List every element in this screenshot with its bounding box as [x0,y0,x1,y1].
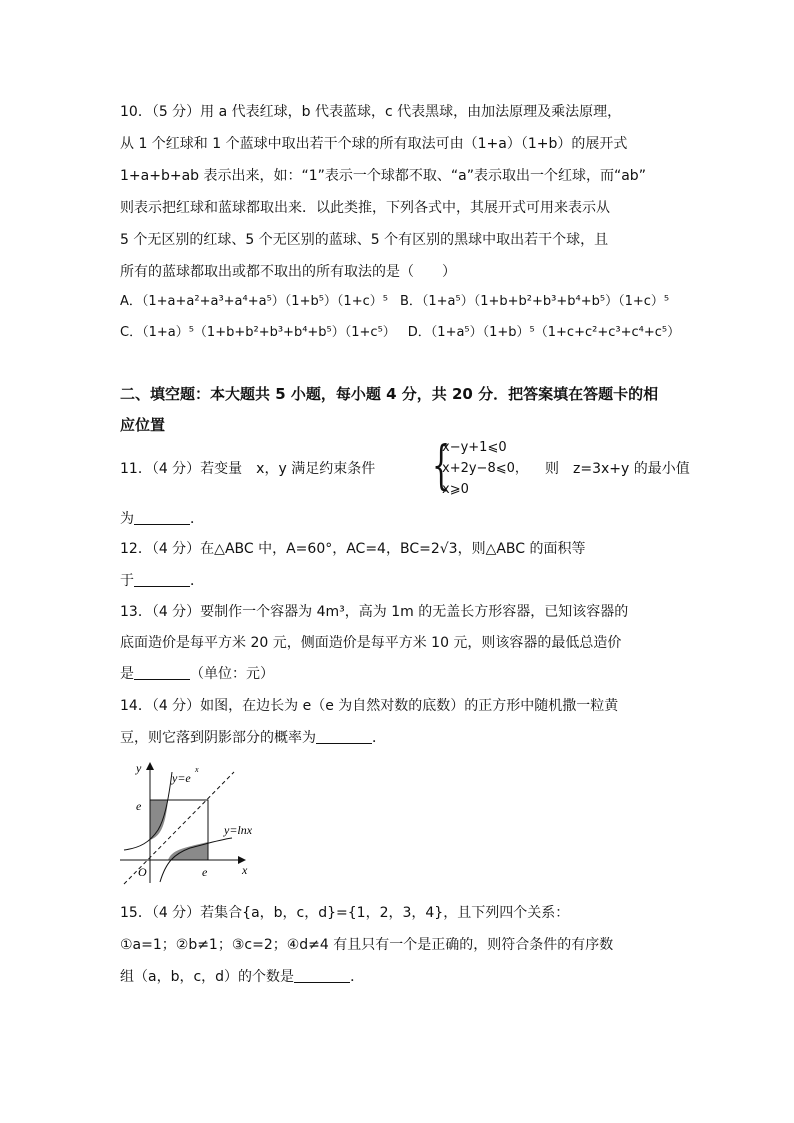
q10-line-4: 则表示把红球和蓝球都取出来．以此类推，下列各式中，其展开式可用来表示从 [120,200,610,216]
q15-line-2: ①a=1；②b≠1；③c=2；④d≠4 有且只有一个是正确的，则符合条件的有序数 [120,937,614,953]
q11-period: ． [190,511,204,527]
label-exp-power: x [195,765,199,774]
curve-exp [124,772,172,850]
q11-line-2-text: 为 [120,511,134,527]
shaded-region-exp [150,800,168,840]
q10-line-1: 10．（5 分）用 a 代表红球，b 代表蓝球，c 代表黑球，由加法原理及乘法原理， [120,104,622,120]
q11-suffix: 则 z=3x+y 的最小值 [545,461,690,477]
q15-line-3-prefix: 组（a，b，c，d）的个数是 [120,969,295,985]
section2-title-line-2: 应位置 [120,416,166,434]
q12-line-2 [120,570,204,592]
q10-options-row-2 [120,322,680,344]
q13-line-3-suffix: （单位：元） [190,666,274,682]
label-origin: O [138,865,147,879]
section2-title-line-1: 二、填空题：本大题共 5 小题，每小题 4 分，共 20 分．把答案填在答题卡的相 [120,385,659,403]
q15-answer-blank [294,966,350,983]
label-x: x [242,863,248,877]
y-axis-arrow-icon [146,762,154,770]
q10-option-d: D．（1+a⁵）（1+b）⁵（1+c+c²+c³+c⁴+c⁵） [407,325,681,340]
q11-prefix: 11．（4 分）若变量 x，y 满足约束条件 [120,461,376,477]
q10-option-c: C．（1+a）⁵（1+b+b²+b³+b⁴+b⁵）（1+c⁵） [120,325,396,340]
q12-line-1: 12．（4 分）在△ABC 中，A=60°，AC=4，BC=2√3，则△ABC 的面积等 [120,541,586,557]
q13-line-1: 13．（4 分）要制作一个容器为 4m³，高为 1m 的无盖长方形容器，已知该容器的 [120,604,629,620]
q10-option-a: A．（1+a+a²+a³+a⁴+a⁵）（1+b⁵）（1+c）⁵ [120,294,388,309]
q14-line-2-suffix: ． [372,730,386,746]
q11-line-2 [120,508,204,530]
q10-options-row-1 [120,291,669,313]
label-exp-curve: y=e [172,771,191,785]
q14-line-2-prefix: 豆，则它落到阴影部分的概率为 [120,730,316,746]
q15-line-3-suffix: ． [350,969,365,985]
q12-answer-blank [134,570,190,587]
label-y: y [136,761,142,775]
q10-option-b: B．（1+a⁵）（1+b+b²+b³+b⁴+b⁵）（1+c）⁵ [399,294,670,309]
q12-period: ． [190,573,204,589]
q13-line-3 [120,663,274,685]
left-brace-icon: { [432,436,451,496]
q10-line-3: 1+a+b+ab 表示出来，如：“1”表示一个球都不取、“a”表示取出一个红球，而“ab” [120,168,646,184]
q13-answer-blank [134,663,190,680]
label-e-left: e [136,799,142,813]
q12-line-2-text: 于 [120,573,134,589]
label-ln-curve: y=lnx [224,823,253,837]
q10-line-6: 所有的蓝球都取出或都不取出的所有取法的是（ ） [120,264,456,280]
q11-constraint-2: x+2y−8⩽0， [442,461,528,476]
q10-line-5: 5 个无区别的红球、5 个无区别的蓝球、5 个有区别的黑球中取出若干个球，且 [120,232,609,248]
q15-line-3 [120,966,364,988]
q14-line-2 [120,727,386,749]
q11-answer-blank [134,508,190,525]
q14-answer-blank [316,727,372,744]
q13-line-2: 底面造价是每平方米 20 元，侧面造价是每平方米 10 元，则该容器的最低总造价 [120,635,622,651]
q13-line-3-prefix: 是 [120,666,134,682]
q10-line-2: 从 1 个红球和 1 个蓝球中取出若干个球的所有取法可由（1+a）（1+b）的展开式 [120,136,628,152]
q11-constraint-system [432,436,528,502]
q15-line-1: 15．（4 分）若集合{a，b，c，d}={1，2，3，4}，且下列四个关系： [120,905,570,921]
q11-constraint-3: x⩾0 [442,482,469,497]
label-e-bottom: e [202,865,208,879]
q14-figure [110,758,270,888]
q11-constraint-1: x−y+1⩽0 [442,440,507,455]
q11-line-1 [120,458,375,480]
q14-line-1: 14．（4 分）如图，在边长为 e（e 为自然对数的底数）的正方形中随机撒一粒黄 [120,698,619,714]
